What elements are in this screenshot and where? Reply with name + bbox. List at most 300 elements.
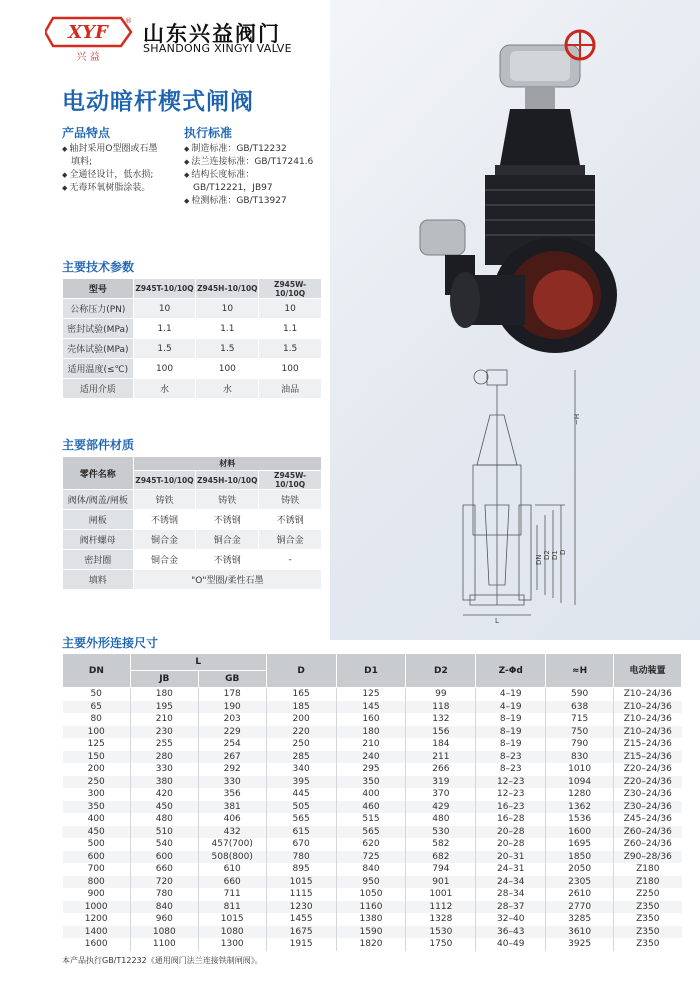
valve-photo [405, 5, 685, 360]
table-cell: 32–40 [476, 913, 546, 926]
table-cell: 254 [198, 738, 266, 751]
table-cell: 638 [546, 701, 614, 714]
table-cell: 4–19 [476, 688, 546, 701]
table-cell: 1100 [130, 938, 198, 951]
table-cell: 16–23 [476, 801, 546, 814]
table-cell: 660 [130, 863, 198, 876]
drawing-label-d2: D2 [543, 550, 551, 560]
table-cell: 370 [406, 788, 476, 801]
table-cell: 356 [198, 788, 266, 801]
table-cell: 830 [546, 751, 614, 764]
table-cell: 720 [130, 876, 198, 889]
table-cell: Z350 [614, 913, 682, 926]
table-cell: 1200 [84, 914, 108, 925]
table-cell: 266 [406, 763, 476, 776]
table-cell: 180 [336, 726, 406, 739]
table-cell: 711 [198, 888, 266, 901]
table-cell: 2770 [546, 901, 614, 914]
table-cell: 200 [266, 713, 336, 726]
standard-item: ◆ 制造标准：GB/T12232 [184, 143, 313, 156]
table-cell: 125 [336, 688, 406, 701]
table-cell: 公称压力(PN) [63, 299, 134, 319]
feature-item: 填料; [71, 157, 93, 167]
table-row [63, 801, 682, 814]
logo-sub: 兴 益 [76, 52, 100, 63]
table-cell: 295 [336, 763, 406, 776]
xyf-logo [45, 12, 135, 64]
table-row [63, 926, 682, 939]
table-cell: 145 [336, 701, 406, 714]
table-cell: 200 [87, 764, 105, 775]
dimensions-table [62, 653, 682, 951]
table-cell: 1000 [63, 901, 131, 914]
table-cell: 1.1 [259, 319, 322, 339]
table-row [63, 863, 682, 876]
table-cell: 密封试验(MPa) [63, 319, 134, 339]
table-cell: 3610 [546, 926, 614, 939]
table-cell: Z10–24/36 [614, 713, 682, 726]
table-row [63, 379, 322, 399]
table-cell: 615 [266, 826, 336, 839]
table-cell: 794 [406, 863, 476, 876]
table-cell: 1.5 [259, 339, 322, 359]
model-header: Z945W-10/10Q [259, 471, 322, 490]
table-cell: 340 [266, 763, 336, 776]
table-cell: 密封圈 [63, 550, 134, 570]
packing-value: "O"型圈/柔性石墨 [133, 570, 321, 590]
table-row [63, 826, 682, 839]
table-cell: 457(700) [198, 838, 266, 851]
table-cell: 267 [198, 751, 266, 764]
table-cell: Z60–24/36 [614, 826, 682, 839]
table-cell: 350 [63, 801, 131, 814]
table-cell: 1455 [266, 913, 336, 926]
table-cell: 2305 [546, 876, 614, 889]
feature-item: ◆ 全通径设计，低水损; [62, 169, 157, 182]
table-cell: 429 [406, 801, 476, 814]
table-row [63, 813, 682, 826]
table-row [63, 738, 682, 751]
standards-list [184, 143, 313, 208]
table-cell: 210 [130, 713, 198, 726]
table-cell: 178 [198, 688, 266, 701]
table-cell: Z20–24/36 [614, 776, 682, 789]
table-row [63, 299, 322, 319]
table-cell: 1600 [84, 939, 108, 950]
table-row [63, 901, 682, 914]
table-row [63, 530, 322, 550]
table-cell: 445 [266, 788, 336, 801]
table-cell: Z30–24/36 [614, 801, 682, 814]
header-d1: D1 [336, 654, 406, 688]
drawing-label-dn: DN [535, 554, 543, 565]
table-cell: 2050 [546, 863, 614, 876]
feature-item: ◆ 轴封采用O型圈或石墨 [62, 143, 157, 156]
table-cell: 65 [63, 701, 131, 714]
table-cell: Z20–24/36 [614, 763, 682, 776]
table-cell: 1675 [266, 926, 336, 939]
table-cell: 211 [406, 751, 476, 764]
table-cell: 不锈钢 [259, 510, 322, 530]
table-cell: 1.1 [133, 319, 196, 339]
table-cell: 油品 [259, 379, 322, 399]
table-cell: 1.5 [133, 339, 196, 359]
table-cell: 185 [266, 701, 336, 714]
table-cell: 100 [133, 359, 196, 379]
table-cell: Z15–24/36 [614, 751, 682, 764]
table-row [63, 726, 682, 739]
table-cell: 阀体/阀盖/闸板 [63, 490, 134, 510]
table-cell: 1050 [336, 888, 406, 901]
registered-mark: ® [125, 17, 132, 25]
table-cell: 80 [90, 714, 102, 725]
table-header-row [63, 279, 322, 299]
table-cell: 319 [406, 776, 476, 789]
feature-item: ◆ 无毒环氧树脂涂装。 [62, 182, 157, 195]
table-cell: 250 [266, 738, 336, 751]
table-cell: 210 [336, 738, 406, 751]
table-cell: Z350 [614, 926, 682, 939]
table-cell: Z250 [614, 888, 682, 901]
table-cell: Z90–28/36 [614, 851, 682, 864]
table-cell: 1590 [336, 926, 406, 939]
table-cell: 1080 [130, 926, 198, 939]
table-cell: 660 [198, 876, 266, 889]
table-cell: 620 [336, 838, 406, 851]
table-cell: 1015 [266, 876, 336, 889]
table-cell: Z10–24/36 [614, 701, 682, 714]
table-cell: 100 [63, 726, 131, 739]
table-cell: Z15–24/36 [614, 738, 682, 751]
table-cell: 381 [198, 801, 266, 814]
table-cell: 610 [198, 863, 266, 876]
table-cell: 8–23 [476, 763, 546, 776]
table-cell: 1015 [198, 913, 266, 926]
model-header: Z945T-10/10Q [133, 471, 196, 490]
table-cell: 1400 [63, 926, 131, 939]
table-row [63, 751, 682, 764]
table-cell: 1230 [266, 901, 336, 914]
table-cell: Z350 [614, 938, 682, 951]
table-cell: 铜合金 [259, 530, 322, 550]
table-cell: 400 [87, 814, 105, 825]
table-cell: 50 [90, 689, 102, 700]
table-cell: 1328 [406, 913, 476, 926]
table-cell: 600 [63, 851, 131, 864]
table-cell: 适用温度(≤℃) [63, 359, 134, 379]
table-cell: 780 [266, 851, 336, 864]
header-cell: Z945H-10/10Q [196, 279, 259, 299]
table-row [63, 319, 322, 339]
table-row [63, 938, 682, 951]
table-cell: 395 [266, 776, 336, 789]
table-cell: 500 [87, 839, 105, 850]
table-row [63, 550, 322, 570]
drawing-label-d1: D1 [551, 550, 559, 560]
table-cell: Z10–24/36 [614, 688, 682, 701]
table-cell: 1600 [546, 826, 614, 839]
table-cell: 8–19 [476, 726, 546, 739]
table-cell: 1530 [406, 926, 476, 939]
table-cell: 165 [266, 688, 336, 701]
features-list [62, 143, 157, 195]
table-cell: 100 [196, 359, 259, 379]
table-cell: Z30–24/36 [614, 788, 682, 801]
table-cell: 285 [266, 751, 336, 764]
table-cell: 900 [87, 889, 105, 900]
table-row [63, 763, 682, 776]
table-cell: 229 [198, 726, 266, 739]
table-cell: 1010 [546, 763, 614, 776]
header-cell: Z945T-10/10Q [133, 279, 196, 299]
table-cell: 565 [336, 826, 406, 839]
table-cell: 铜合金 [133, 550, 196, 570]
table-cell: 壳体试验(MPa) [63, 339, 134, 359]
table-cell: 950 [336, 876, 406, 889]
table-cell: 10 [196, 299, 259, 319]
table-cell: 300 [87, 789, 105, 800]
tech-heading: 主要技术参数 [62, 260, 135, 274]
table-cell: 1820 [336, 938, 406, 951]
table-row [63, 490, 322, 510]
table-cell: 10 [133, 299, 196, 319]
table-cell: 960 [130, 913, 198, 926]
table-cell: 铸铁 [196, 490, 259, 510]
header-cell: Z945W-10/10Q [259, 279, 322, 299]
table-cell: 160 [336, 713, 406, 726]
table-cell: 230 [130, 726, 198, 739]
standards-heading: 执行标准 [184, 126, 233, 140]
table-cell: 156 [406, 726, 476, 739]
table-cell: Z180 [614, 876, 682, 889]
table-cell: 1115 [266, 888, 336, 901]
table-cell: 40–49 [476, 938, 546, 951]
table-cell: 20–28 [476, 826, 546, 839]
table-row [63, 838, 682, 851]
table-cell: 292 [198, 763, 266, 776]
drawing-label-d: D [559, 549, 567, 555]
table-cell: - [259, 550, 322, 570]
table-cell: 895 [266, 863, 336, 876]
table-cell: 432 [198, 826, 266, 839]
table-cell: 901 [406, 876, 476, 889]
table-row [63, 776, 682, 789]
standard-item: ◆ 检测标准：GB/T13927 [184, 195, 313, 208]
header-jb: JB [130, 671, 198, 688]
table-cell: 99 [406, 688, 476, 701]
table-cell: 铜合金 [196, 530, 259, 550]
table-cell: 330 [130, 763, 198, 776]
table-cell: 840 [130, 901, 198, 914]
table-cell: Z10–24/36 [614, 726, 682, 739]
table-cell: 406 [198, 813, 266, 826]
table-cell: 1915 [266, 938, 336, 951]
brand-name-cn: 山东兴益阀门 [143, 22, 281, 46]
table-cell: 水 [133, 379, 196, 399]
table-cell: 12–23 [476, 776, 546, 789]
valve-dimension-drawing [455, 355, 595, 625]
table-cell: 790 [546, 738, 614, 751]
materials-table [62, 456, 322, 590]
table-row [63, 510, 322, 530]
table-cell: 220 [266, 726, 336, 739]
table-row [63, 359, 322, 379]
table-cell: 水 [196, 379, 259, 399]
table-cell: 725 [336, 851, 406, 864]
table-cell: 铜合金 [133, 530, 196, 550]
table-cell: 20–28 [476, 838, 546, 851]
table-cell: 132 [406, 713, 476, 726]
table-row [63, 688, 682, 701]
table-cell: 1300 [198, 938, 266, 951]
table-cell: 203 [198, 713, 266, 726]
table-row [63, 713, 682, 726]
table-row [63, 701, 682, 714]
table-cell: 闸板 [63, 510, 134, 530]
standard-item: ◆ 结构长度标准： [184, 169, 313, 182]
header-d2: D2 [406, 654, 476, 688]
header-h: ≈H [546, 654, 614, 688]
header-l: L [130, 654, 266, 671]
table-cell: 8–19 [476, 738, 546, 751]
material-header: 材料 [133, 457, 321, 471]
table-cell: 118 [406, 701, 476, 714]
table-cell: 508(800) [198, 851, 266, 864]
table-cell: 420 [130, 788, 198, 801]
drawing-label-h: ~H [573, 413, 581, 425]
header-gb: GB [198, 671, 266, 688]
table-cell: 460 [336, 801, 406, 814]
table-cell: 铸铁 [259, 490, 322, 510]
table-cell: 240 [336, 751, 406, 764]
table-cell: 582 [406, 838, 476, 851]
table-cell: 715 [546, 713, 614, 726]
table-cell: 8–19 [476, 713, 546, 726]
table-cell: Z180 [614, 863, 682, 876]
table-cell: 811 [198, 901, 266, 914]
packing-label: 填料 [63, 570, 134, 590]
table-cell: 不锈钢 [196, 510, 259, 530]
table-cell: 1695 [546, 838, 614, 851]
table-cell: 28–34 [476, 888, 546, 901]
table-cell: 2610 [546, 888, 614, 901]
materials-heading: 主要部件材质 [62, 438, 135, 452]
table-cell: 24–34 [476, 876, 546, 889]
table-cell: 480 [130, 813, 198, 826]
brand-name-en: SHANDONG XINGYI VALVE [143, 42, 292, 55]
table-cell: 670 [266, 838, 336, 851]
table-cell: 20–31 [476, 851, 546, 864]
table-cell: 515 [336, 813, 406, 826]
table-cell: 1001 [406, 888, 476, 901]
table-cell: 1536 [546, 813, 614, 826]
table-cell: 3285 [546, 913, 614, 926]
table-cell: 330 [198, 776, 266, 789]
drawing-label-l: L [495, 617, 499, 625]
table-cell: 505 [266, 801, 336, 814]
footer-note: 本产品执行GB/T12232《通用阀门法兰连接铁制闸阀》。 [62, 956, 263, 965]
table-cell: 10 [259, 299, 322, 319]
table-cell: 28–37 [476, 901, 546, 914]
table-cell: 190 [198, 701, 266, 714]
model-header: Z945H-10/10Q [196, 471, 259, 490]
table-row [63, 888, 682, 901]
table-cell: 840 [336, 863, 406, 876]
logo-text: XYF [68, 22, 108, 43]
table-cell: 350 [336, 776, 406, 789]
table-cell: 565 [266, 813, 336, 826]
header-zd: Z-Φd [476, 654, 546, 688]
table-cell: 3925 [546, 938, 614, 951]
header-cell: 型号 [63, 279, 134, 299]
table-cell: 24–31 [476, 863, 546, 876]
table-cell: 600 [130, 851, 198, 864]
table-cell: 1094 [546, 776, 614, 789]
table-cell: 1362 [546, 801, 614, 814]
table-cell: 1160 [336, 901, 406, 914]
table-cell: 不锈钢 [133, 510, 196, 530]
table-cell: 不锈钢 [196, 550, 259, 570]
table-cell: 180 [130, 688, 198, 701]
table-cell: 150 [63, 751, 131, 764]
table-cell: 适用介质 [63, 379, 134, 399]
table-row [63, 339, 322, 359]
table-cell: 250 [63, 776, 131, 789]
table-cell: 450 [130, 801, 198, 814]
table-cell: 255 [130, 738, 198, 751]
table-row [63, 876, 682, 889]
table-cell: 510 [130, 826, 198, 839]
table-cell: 682 [406, 851, 476, 864]
table-cell: 100 [259, 359, 322, 379]
table-cell: 1080 [198, 926, 266, 939]
table-cell: 16–28 [476, 813, 546, 826]
tech-params-table [62, 278, 322, 399]
table-cell: 12–23 [476, 788, 546, 801]
table-row [63, 913, 682, 926]
table-cell: 36–43 [476, 926, 546, 939]
dimensions-heading: 主要外形连接尺寸 [62, 636, 159, 650]
table-cell: 780 [130, 888, 198, 901]
table-cell: 530 [406, 826, 476, 839]
table-cell: 280 [130, 751, 198, 764]
table-cell: 400 [336, 788, 406, 801]
table-cell: 1.5 [196, 339, 259, 359]
table-cell: 1280 [546, 788, 614, 801]
table-cell: 8–23 [476, 751, 546, 764]
table-cell: Z350 [614, 901, 682, 914]
table-row [63, 851, 682, 864]
table-cell: 1112 [406, 901, 476, 914]
table-cell: 540 [130, 838, 198, 851]
table-cell: 铸铁 [133, 490, 196, 510]
table-cell: 800 [63, 876, 131, 889]
table-cell: 1850 [546, 851, 614, 864]
table-cell: 1380 [336, 913, 406, 926]
table-cell: 4–19 [476, 701, 546, 714]
header-dn: DN [63, 654, 131, 688]
header-drive: 电动装置 [614, 654, 682, 688]
table-cell: 1.1 [196, 319, 259, 339]
table-cell: 125 [87, 739, 105, 750]
standard-item: ◆ 法兰连接标准：GB/T17241.6 [184, 156, 313, 169]
table-cell: 590 [546, 688, 614, 701]
page-title: 电动暗杆楔式闸阀 [62, 89, 254, 115]
header-d: D [266, 654, 336, 688]
table-cell: Z45–24/36 [614, 813, 682, 826]
table-cell: 380 [130, 776, 198, 789]
table-cell: 450 [63, 826, 131, 839]
